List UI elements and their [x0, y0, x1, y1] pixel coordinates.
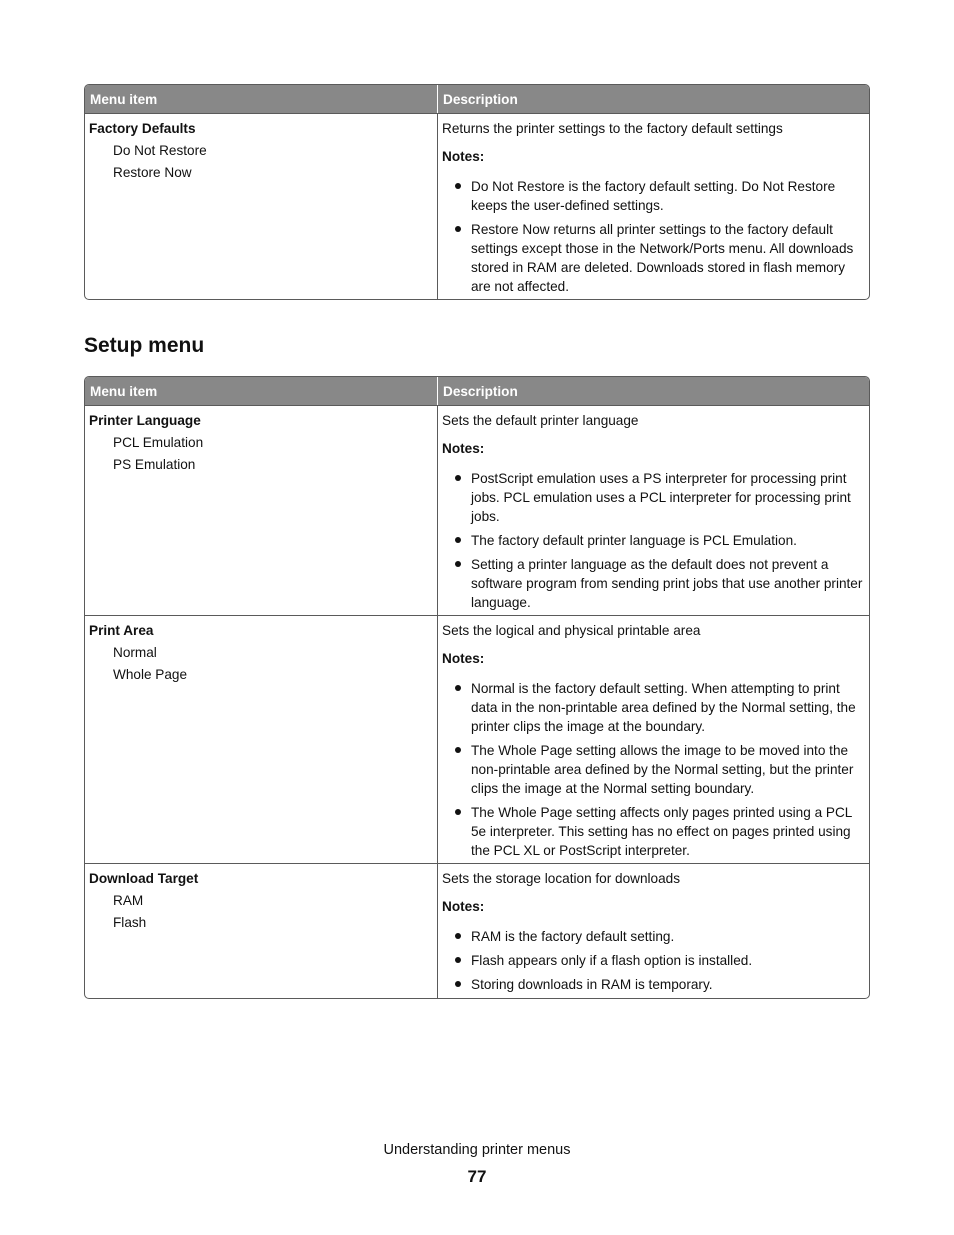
notes-list — [442, 177, 865, 296]
note-item: The factory default printer language is PCL Emulation. — [442, 531, 865, 550]
note-item: Normal is the factory default setting. When attempting to print data in the non-printable area defined by the Normal setting, the printer clips the image at the boundary. — [442, 679, 865, 736]
note-item: The Whole Page setting allows the image to be moved into the non-printable area defined by the Normal setting, but the printer clips the image at the Normal setting boundary. — [442, 741, 865, 798]
notes-label: Notes: — [442, 899, 485, 914]
table-header-row — [85, 377, 869, 405]
notes-list — [442, 927, 865, 994]
factory-defaults-table — [84, 84, 870, 300]
menu-item-cell — [85, 863, 437, 998]
section-heading: Setup menu — [84, 334, 205, 357]
menu-option: Normal — [113, 645, 157, 660]
menu-option: PS Emulation — [113, 457, 196, 472]
table-row — [85, 113, 869, 299]
note-item: Restore Now returns all printer settings to the factory default settings except those in the Network/Ports menu. All downloads stored in RAM are deleted. Downloads stored in flash memory are not affected. — [442, 220, 865, 296]
note-item: Storing downloads in RAM is temporary. — [442, 975, 865, 994]
menu-option: Restore Now — [113, 165, 192, 180]
notes-list — [442, 469, 865, 612]
setup-menu-table — [84, 376, 870, 999]
table-row — [85, 615, 869, 863]
menu-item-name: Factory Defaults — [89, 121, 196, 136]
table-header-row — [85, 85, 869, 113]
note-item: Do Not Restore is the factory default setting. Do Not Restore keeps the user-defined settings. — [442, 177, 865, 215]
description-cell — [437, 615, 869, 863]
table-row — [85, 405, 869, 615]
menu-option: RAM — [113, 893, 144, 908]
menu-option: PCL Emulation — [113, 435, 204, 450]
menu-item-name: Printer Language — [89, 413, 201, 428]
description-cell — [437, 405, 869, 615]
notes-label: Notes: — [442, 441, 485, 456]
menu-item-name: Download Target — [89, 871, 199, 886]
menu-item-column-header: Menu item — [85, 377, 437, 405]
page-number: 77 — [467, 1167, 487, 1186]
notes-label: Notes: — [442, 651, 485, 666]
table-row — [85, 863, 869, 998]
menu-item-column-header: Menu item — [85, 85, 437, 113]
menu-option: Flash — [113, 915, 147, 930]
note-item: RAM is the factory default setting. — [442, 927, 865, 946]
menu-option: Whole Page — [113, 667, 188, 682]
description-text: Sets the storage location for downloads — [442, 871, 681, 886]
note-item: PostScript emulation uses a PS interpreter for processing print jobs. PCL emulation uses a PCL interpreter for processing print jobs. — [442, 469, 865, 526]
menu-item-cell — [85, 405, 437, 615]
footer-title: Understanding printer menus — [383, 1142, 571, 1158]
note-item: The Whole Page setting affects only pages printed using a PCL 5e interpreter. This setting has no effect on pages printed using the PCL XL or PostScript interpreter. — [442, 803, 865, 860]
description-cell — [437, 863, 869, 998]
note-item: Setting a printer language as the default does not prevent a software program from sending print jobs that use another printer language. — [442, 555, 865, 612]
description-cell — [437, 113, 869, 299]
menu-option: Do Not Restore — [113, 143, 207, 158]
menu-item-cell — [85, 615, 437, 863]
notes-list — [442, 679, 865, 860]
notes-label: Notes: — [442, 149, 485, 164]
description-column-header: Description — [437, 377, 869, 405]
description-text: Returns the printer settings to the factory default settings — [442, 121, 783, 136]
menu-item-name: Print Area — [89, 623, 154, 638]
note-item: Flash appears only if a flash option is installed. — [442, 951, 865, 970]
description-text: Sets the default printer language — [442, 413, 639, 428]
description-column-header: Description — [437, 85, 869, 113]
description-text: Sets the logical and physical printable area — [442, 623, 701, 638]
menu-item-cell — [85, 113, 437, 299]
